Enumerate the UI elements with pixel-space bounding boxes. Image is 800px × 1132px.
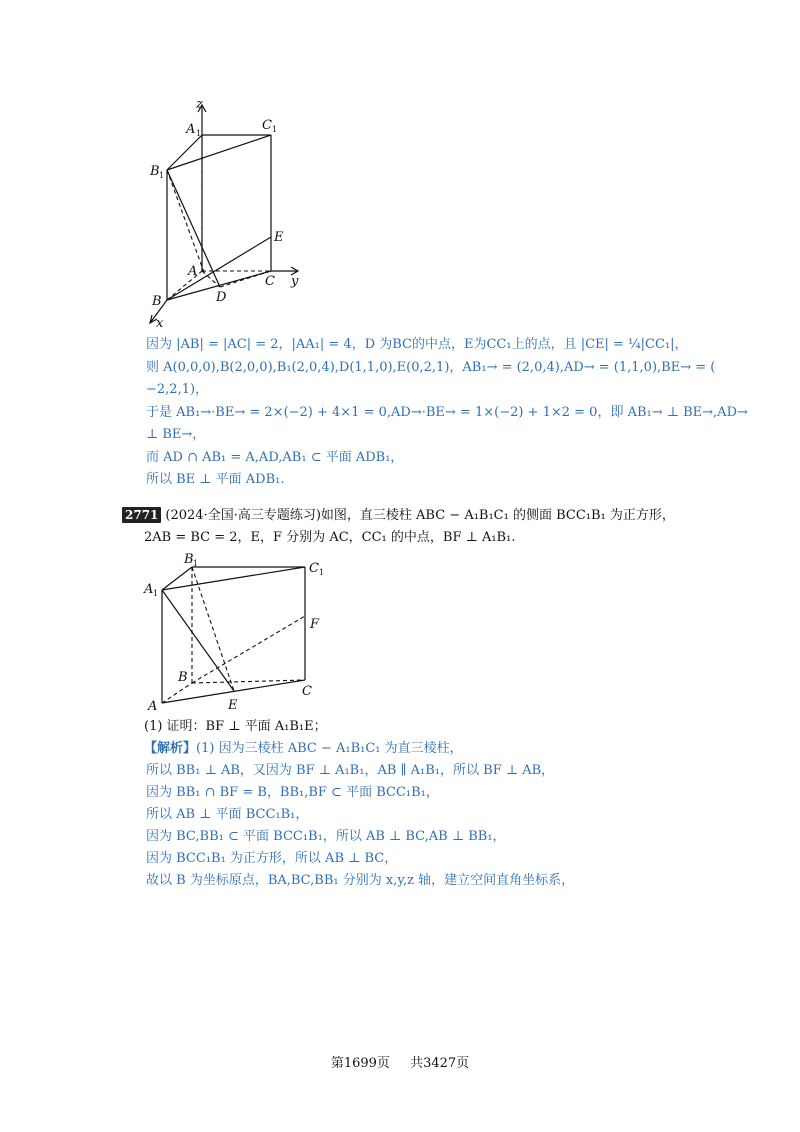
analysis-line: 因为 BB₁ ∩ BF = B，BB₁,BF ⊂ 平面 BCC₁B₁， xyxy=(146,785,439,800)
analysis-line: 因为 BC,BB₁ ⊂ 平面 BCC₁B₁，所以 AB ⊥ BC,AB ⊥ BB₁， xyxy=(146,829,506,844)
problem-2771 xyxy=(122,505,682,549)
label-E: E xyxy=(228,698,238,713)
label-B: B xyxy=(178,670,188,685)
label-y: y xyxy=(291,274,299,289)
problem-number: 2771 xyxy=(122,507,161,523)
label-B1: B xyxy=(184,553,194,567)
page-number: 第1699页 xyxy=(330,1056,390,1071)
figure-1-prism xyxy=(140,95,320,335)
question-1: (1) 证明：BF ⊥ 平面 A₁B₁E； xyxy=(144,719,327,734)
label-C: C xyxy=(265,274,275,289)
solution-line: 因为 |AB| = |AC| = 2，|AA₁| = 4，D 为BC的中点，E为CC₁上的点，且 |CE| = ¼|CC₁|， xyxy=(146,337,688,352)
label-A1-sub: 1 xyxy=(196,129,202,138)
label-B1-sub: 1 xyxy=(193,559,199,568)
label-A1: A xyxy=(144,582,154,597)
solution-line: 而 AD ∩ AB₁ = A,AD,AB₁ ⊂ 平面 ADB₁， xyxy=(146,449,404,465)
problem-text-1: (2024·全国·高三专题练习)如图，直三棱柱 ABC − A₁B₁C₁ 的侧面 BCC₁B₁ 为正方形， xyxy=(165,508,675,523)
analysis-line: 所以 BB₁ ⊥ AB，又因为 BF ⊥ A₁B₁，AB ∥ A₁B₁，所以 BF ⊥ AB， xyxy=(146,763,555,778)
label-C: C xyxy=(302,684,312,699)
label-C1: C xyxy=(262,118,272,133)
label-B: B xyxy=(152,294,162,309)
analysis-tag: 【解析】 xyxy=(144,741,197,756)
label-C1: C xyxy=(309,561,319,576)
label-F: F xyxy=(310,617,320,632)
solution-line: 于是 AB₁→·BE→ = 2×(−2) + 4×1 = 0,AD→·BE→ = 1×(−2) + 1×2 = 0，即 AB₁→ ⊥ BE→,AD→ xyxy=(146,404,748,420)
label-C1-sub: 1 xyxy=(319,568,325,577)
solution-line: ⊥ BE→， xyxy=(146,427,206,442)
solution-1 xyxy=(146,334,748,492)
label-A1-sub: 1 xyxy=(153,589,159,598)
analysis-line: 故以 B 为坐标原点，BA,BC,BB₁ 分别为 x,y,z 轴，建立空间直角坐标系， xyxy=(146,873,575,888)
page-total: 共3427页 xyxy=(410,1056,470,1071)
page-footer xyxy=(0,1052,800,1071)
analysis-line: 因为 BCC₁B₁ 为正方形，所以 AB ⊥ BC， xyxy=(146,851,398,866)
label-A1: A xyxy=(186,122,196,137)
label-A: A xyxy=(188,264,198,279)
label-B1-sub: 1 xyxy=(159,171,165,180)
solution-line: −2,2,1)， xyxy=(146,382,209,397)
label-x: x xyxy=(156,316,164,331)
problem-text-2: 2AB = BC = 2，E，F 分别为 AC，CC₁ 的中点，BF ⊥ A₁B₁. xyxy=(144,530,516,545)
label-A: A xyxy=(148,699,158,713)
label-D: D xyxy=(216,290,227,305)
analysis-line: 所以 AB ⊥ 平面 BCC₁B₁， xyxy=(146,807,309,822)
label-z: z xyxy=(196,97,203,112)
figure-2-prism xyxy=(140,553,340,713)
solution-line: 则 A(0,0,0),B(2,0,0),B₁(2,0,4),D(1,1,0),E(0,2,1)，AB₁→ = (2,0,4),AD→ = (1,1,0),BE→ = ( xyxy=(146,359,716,375)
analysis-first-line: (1) 因为三棱柱 ABC − A₁B₁C₁ 为直三棱柱， xyxy=(196,741,463,756)
label-C1-sub: 1 xyxy=(272,125,278,134)
solution-line: 所以 BE ⊥ 平面 ADB₁. xyxy=(146,472,285,487)
label-E: E xyxy=(274,230,284,245)
label-B1: B xyxy=(150,164,160,179)
analysis xyxy=(146,716,706,892)
